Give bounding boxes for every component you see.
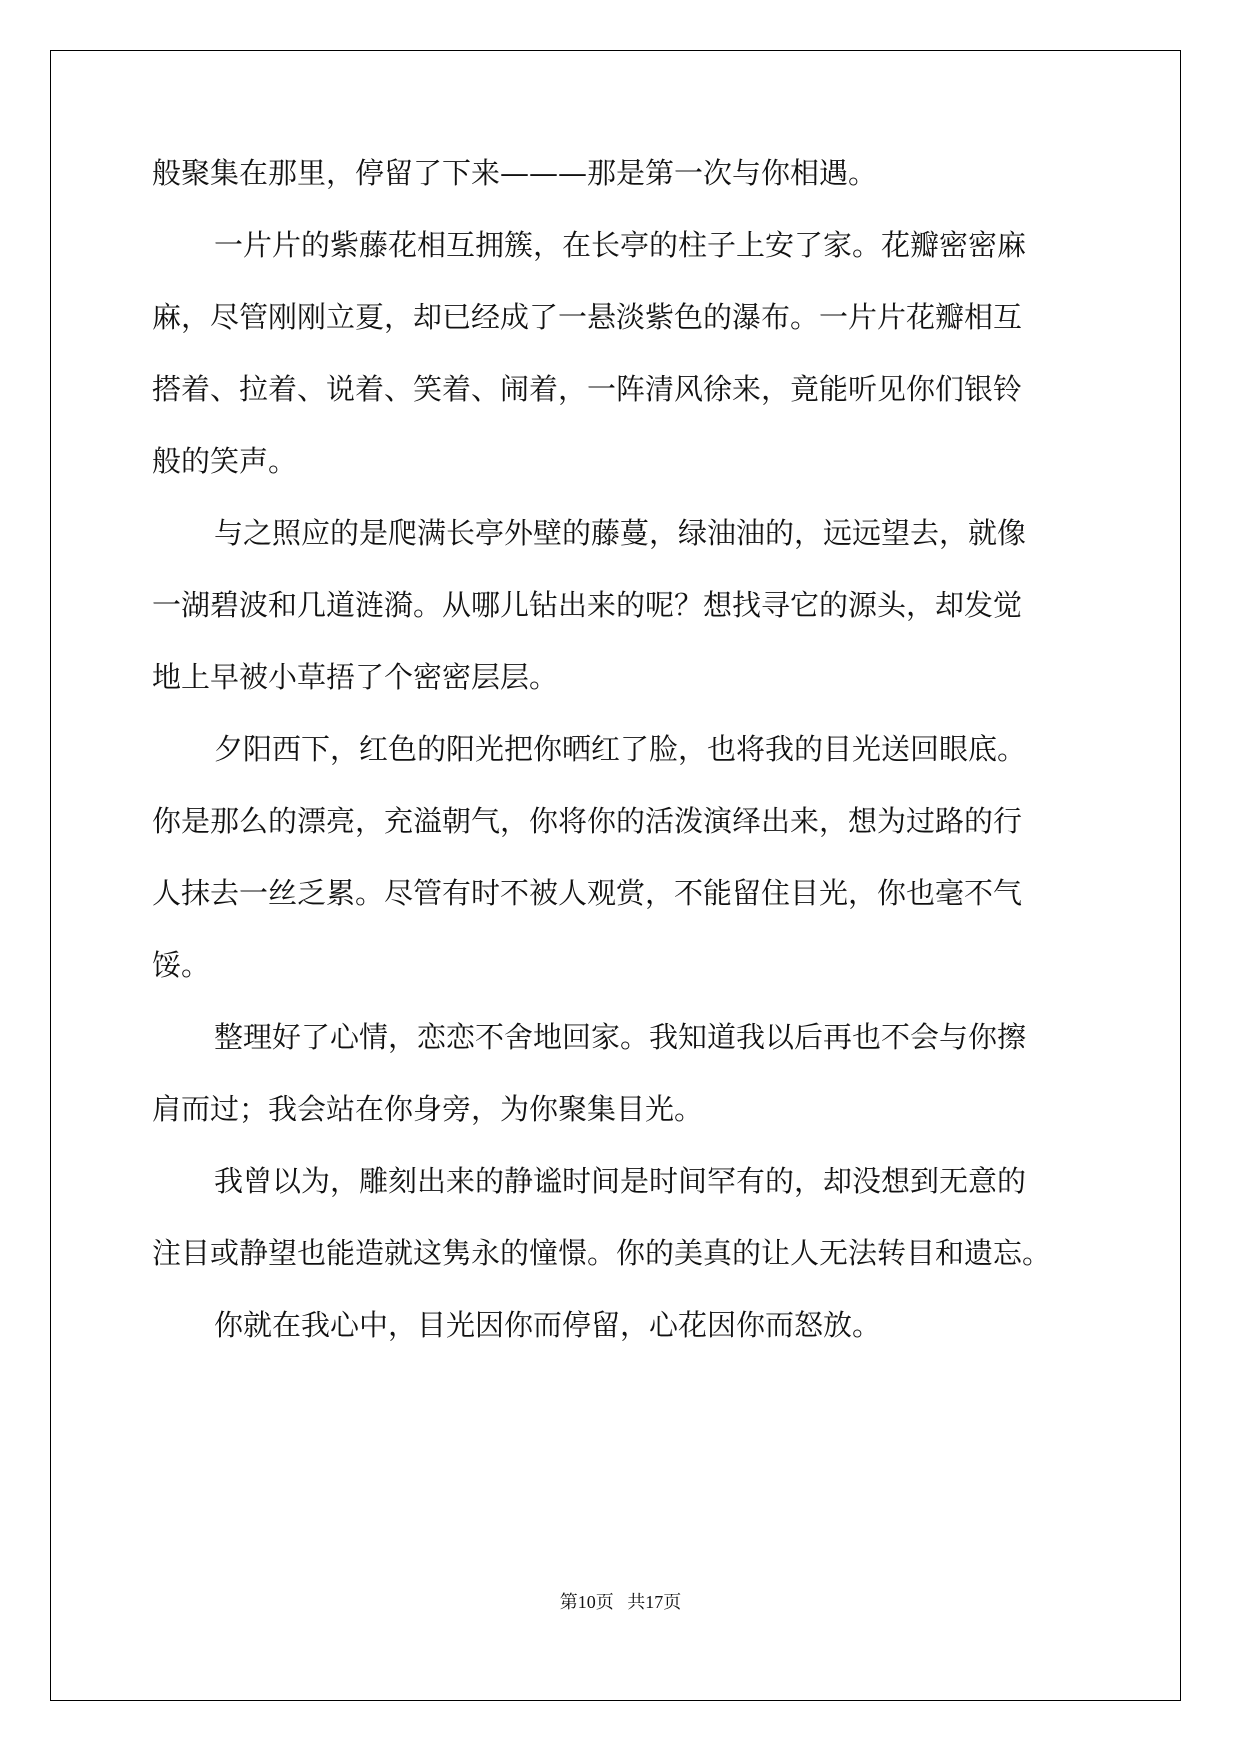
paragraph-start-line: 整理好了心情，恋恋不舍地回家。我知道我以后再也不会与你擦 xyxy=(214,1020,1027,1054)
paragraph-start-line: 我曾以为，雕刻出来的静谧时间是时间罕有的，却没想到无意的 xyxy=(214,1164,1027,1198)
text-line: 般的笑声。 xyxy=(152,444,298,478)
text-line: 人抹去一丝乏累。尽管有时不被人观赏，不能留住目光，你也毫不气 xyxy=(152,876,1023,910)
text-line: 地上早被小草捂了个密密层层。 xyxy=(152,660,559,694)
text-line: 搭着、拉着、说着、笑着、闹着，一阵清风徐来，竟能听见你们银铃 xyxy=(152,372,1023,406)
text-line: 你是那么的漂亮，充溢朝气，你将你的活泼演绎出来，想为过路的行 xyxy=(152,804,1023,838)
paragraph-start-line: 你就在我心中，目光因你而停留，心花因你而怒放。 xyxy=(214,1308,882,1342)
paragraph-start-line: 与之照应的是爬满长亭外壁的藤蔓，绿油油的，远远望去，就像 xyxy=(214,516,1027,550)
paragraph-start-line: 一片片的紫藤花相互拥簇，在长亭的柱子上安了家。花瓣密密麻 xyxy=(214,228,1027,262)
text-line: 麻，尽管刚刚立夏，却已经成了一悬淡紫色的瀑布。一片片花瓣相互 xyxy=(152,300,1023,334)
text-line: 一湖碧波和几道涟漪。从哪儿钻出来的呢？想找寻它的源头，却发觉 xyxy=(152,588,1023,622)
paragraph-start-line: 夕阳西下，红色的阳光把你晒红了脸，也将我的目光送回眼底。 xyxy=(214,732,1027,766)
page-number-footer: 第10页 共17页 xyxy=(559,1592,682,1612)
text-line: 般聚集在那里，停留了下来———那是第一次与你相遇。 xyxy=(152,156,878,190)
text-line: 馁。 xyxy=(152,948,211,982)
text-line: 注目或静望也能造就这隽永的憧憬。你的美真的让人无法转目和遗忘。 xyxy=(152,1236,1052,1270)
text-line: 肩而过；我会站在你身旁，为你聚集目光。 xyxy=(152,1092,704,1126)
